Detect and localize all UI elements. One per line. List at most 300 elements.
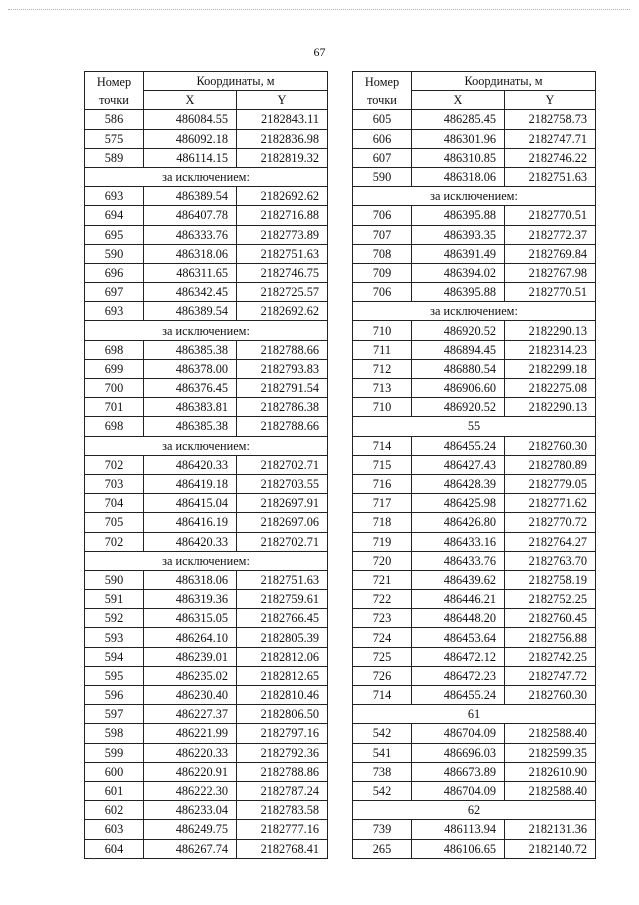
point-number-cell: 708 [353,244,412,263]
table-row [353,474,596,493]
x-coordinate-cell: 486415.04 [144,494,237,513]
table-row [85,609,328,628]
table-row [85,513,328,532]
point-number-cell: 738 [353,762,412,781]
y-coordinate-cell: 2182758.73 [505,110,596,129]
point-number-cell: 592 [85,609,144,628]
table-row [85,532,328,551]
y-coordinate-cell: 2182131.36 [505,820,596,839]
table-row [85,628,328,647]
page-number: 67 [313,45,326,59]
point-number-cell: 715 [353,455,412,474]
y-coordinate-cell: 2182763.70 [505,551,596,570]
y-coordinate-cell: 2182812.65 [237,666,328,685]
x-coordinate-cell: 486084.55 [144,110,237,129]
x-coordinate-cell: 486394.02 [412,263,505,282]
table-row [353,513,596,532]
table-row [353,455,596,474]
x-coordinate-cell: 486455.24 [412,436,505,455]
x-coordinate-cell: 486472.12 [412,647,505,666]
table-body-right [353,110,596,858]
table-row [85,647,328,666]
table-row [85,724,328,743]
x-coordinate-cell: 486378.00 [144,359,237,378]
section-row [85,167,328,186]
table-row [353,225,596,244]
y-coordinate-cell: 2182760.30 [505,436,596,455]
table-row [85,417,328,436]
x-coordinate-cell: 486446.21 [412,590,505,609]
x-coordinate-cell: 486227.37 [144,705,237,724]
y-coordinate-cell: 2182793.83 [237,359,328,378]
point-number-cell: 693 [85,302,144,321]
y-coordinate-cell: 2182692.62 [237,187,328,206]
table-row [85,379,328,398]
table-row [85,110,328,129]
table-row [85,820,328,839]
point-number-cell: 702 [85,455,144,474]
y-coordinate-cell: 2182770.72 [505,513,596,532]
section-row [353,417,596,436]
y-coordinate-cell: 2182697.91 [237,494,328,513]
y-coordinate-cell: 2182788.86 [237,762,328,781]
y-coordinate-cell: 2182770.51 [505,206,596,225]
x-coordinate-cell: 486880.54 [412,359,505,378]
table-row [85,359,328,378]
x-coordinate-cell: 486235.02 [144,666,237,685]
section-row [353,705,596,724]
y-coordinate-cell: 2182843.11 [237,110,328,129]
x-coordinate-cell: 486333.76 [144,225,237,244]
point-number-cell: 589 [85,148,144,167]
point-number-cell: 703 [85,474,144,493]
scan-speck: · [92,855,95,864]
point-number-cell: 697 [85,283,144,302]
y-coordinate-cell: 2182791.54 [237,379,328,398]
x-coordinate-cell: 486920.52 [412,398,505,417]
table-row [353,379,596,398]
y-coordinate-cell: 2182760.45 [505,609,596,628]
table-row [85,839,328,858]
point-number-cell: 693 [85,187,144,206]
point-number-cell: 710 [353,398,412,417]
table-row [85,570,328,589]
x-coordinate-cell: 486425.98 [412,494,505,513]
table-row [353,570,596,589]
table-row [85,206,328,225]
x-coordinate-cell: 486391.49 [412,244,505,263]
y-coordinate-cell: 2182768.41 [237,839,328,858]
point-number-cell: 698 [85,417,144,436]
x-coordinate-cell: 486389.54 [144,187,237,206]
table-row [353,839,596,858]
x-coordinate-cell: 486420.33 [144,532,237,551]
point-number-cell: 590 [85,570,144,589]
point-number-cell: 542 [353,781,412,800]
y-coordinate-cell: 2182703.55 [237,474,328,493]
point-number-cell: 722 [353,590,412,609]
point-number-cell: 603 [85,820,144,839]
point-number-cell: 716 [353,474,412,493]
table-row [85,129,328,148]
y-coordinate-cell: 2182759.61 [237,590,328,609]
point-number-cell: 604 [85,839,144,858]
header-coordinates: Координаты, м [412,72,596,91]
section-label: за исключением: [85,551,328,570]
x-coordinate-cell: 486385.38 [144,340,237,359]
table-row [353,244,596,263]
y-coordinate-cell: 2182746.75 [237,263,328,282]
y-coordinate-cell: 2182742.25 [505,647,596,666]
x-coordinate-cell: 486113.94 [412,820,505,839]
x-coordinate-cell: 486416.19 [144,513,237,532]
section-row [85,551,328,570]
point-number-cell: 590 [353,167,412,186]
table-row [353,762,596,781]
section-row [353,302,596,321]
x-coordinate-cell: 486239.01 [144,647,237,666]
table-row [353,110,596,129]
point-number-cell: 720 [353,551,412,570]
table-row [353,129,596,148]
section-label: 55 [353,417,596,436]
y-coordinate-cell: 2182772.37 [505,225,596,244]
y-coordinate-cell: 2182788.66 [237,340,328,359]
x-coordinate-cell: 486376.45 [144,379,237,398]
point-number-cell: 718 [353,513,412,532]
point-number-cell: 695 [85,225,144,244]
coordinates-table-right [352,71,596,859]
y-coordinate-cell: 2182812.06 [237,647,328,666]
table-row [85,686,328,705]
x-coordinate-cell: 486264.10 [144,628,237,647]
header-x: X [144,91,237,110]
table-row [85,340,328,359]
point-number-cell: 606 [353,129,412,148]
table-row [353,686,596,705]
table-row [353,148,596,167]
point-number-cell: 724 [353,628,412,647]
table-row [353,436,596,455]
point-number-cell: 700 [85,379,144,398]
y-coordinate-cell: 2182756.88 [505,628,596,647]
y-coordinate-cell: 2182299.18 [505,359,596,378]
y-coordinate-cell: 2182716.88 [237,206,328,225]
point-number-cell: 594 [85,647,144,666]
x-coordinate-cell: 486114.15 [144,148,237,167]
point-number-cell: 706 [353,283,412,302]
x-coordinate-cell: 486393.35 [412,225,505,244]
point-number-cell: 698 [85,340,144,359]
y-coordinate-cell: 2182702.71 [237,532,328,551]
x-coordinate-cell: 486318.06 [144,570,237,589]
x-coordinate-cell: 486383.81 [144,398,237,417]
y-coordinate-cell: 2182810.46 [237,686,328,705]
y-coordinate-cell: 2182290.13 [505,398,596,417]
point-number-cell: 602 [85,801,144,820]
section-label: за исключением: [85,321,328,340]
table-row [85,781,328,800]
table-row [353,283,596,302]
x-coordinate-cell: 486222.30 [144,781,237,800]
point-number-cell: 696 [85,263,144,282]
section-row [353,801,596,820]
header-x: X [412,91,505,110]
table-row [85,705,328,724]
y-coordinate-cell: 2182766.45 [237,609,328,628]
table-row [85,187,328,206]
x-coordinate-cell: 486319.36 [144,590,237,609]
point-number-cell: 600 [85,762,144,781]
y-coordinate-cell: 2182140.72 [505,839,596,858]
point-number-cell: 590 [85,244,144,263]
x-coordinate-cell: 486318.06 [144,244,237,263]
point-number-cell: 712 [353,359,412,378]
y-coordinate-cell: 2182786.38 [237,398,328,417]
y-coordinate-cell: 2182806.50 [237,705,328,724]
table-row [353,628,596,647]
x-coordinate-cell: 486673.89 [412,762,505,781]
point-number-cell: 709 [353,263,412,282]
x-coordinate-cell: 486220.91 [144,762,237,781]
y-coordinate-cell: 2182725.57 [237,283,328,302]
table-row [353,724,596,743]
point-number-cell: 721 [353,570,412,589]
table-row [85,743,328,762]
header-point-number [85,72,144,110]
y-coordinate-cell: 2182777.16 [237,820,328,839]
x-coordinate-cell: 486420.33 [144,455,237,474]
top-scan-line [8,9,630,10]
point-number-cell: 598 [85,724,144,743]
table-row [353,340,596,359]
x-coordinate-cell: 486249.75 [144,820,237,839]
x-coordinate-cell: 486385.38 [144,417,237,436]
section-label: за исключением: [353,187,596,206]
table-row [353,321,596,340]
section-label: за исключением: [85,167,328,186]
point-number-cell: 723 [353,609,412,628]
x-coordinate-cell: 486433.16 [412,532,505,551]
table-row [85,455,328,474]
section-row [85,436,328,455]
y-coordinate-cell: 2182758.19 [505,570,596,589]
x-coordinate-cell: 486315.05 [144,609,237,628]
point-number-cell: 694 [85,206,144,225]
section-label: за исключением: [85,436,328,455]
x-coordinate-cell: 486906.60 [412,379,505,398]
table-row [85,398,328,417]
x-coordinate-cell: 486106.65 [412,839,505,858]
point-number-cell: 599 [85,743,144,762]
point-number-cell: 699 [85,359,144,378]
x-coordinate-cell: 486389.54 [144,302,237,321]
table-row [353,263,596,282]
point-number-cell: 701 [85,398,144,417]
x-coordinate-cell: 486342.45 [144,283,237,302]
point-number-cell: 706 [353,206,412,225]
y-coordinate-cell: 2182788.66 [237,417,328,436]
table-row [85,225,328,244]
point-number-cell: 713 [353,379,412,398]
point-number-cell: 542 [353,724,412,743]
x-coordinate-cell: 486301.96 [412,129,505,148]
point-number-cell: 575 [85,129,144,148]
header-coordinates: Координаты, м [144,72,328,91]
point-number-cell: 591 [85,590,144,609]
table-row [353,743,596,762]
point-number-cell: 265 [353,839,412,858]
x-coordinate-cell: 486696.03 [412,743,505,762]
point-number-cell: 719 [353,532,412,551]
y-coordinate-cell: 2182588.40 [505,781,596,800]
point-number-cell: 726 [353,666,412,685]
table-row [353,781,596,800]
y-coordinate-cell: 2182751.63 [505,167,596,186]
x-coordinate-cell: 486433.76 [412,551,505,570]
x-coordinate-cell: 486285.45 [412,110,505,129]
table-row [85,494,328,513]
table-row [353,494,596,513]
y-coordinate-cell: 2182692.62 [237,302,328,321]
x-coordinate-cell: 486092.18 [144,129,237,148]
table-row [353,532,596,551]
point-number-cell: 707 [353,225,412,244]
table-row [353,666,596,685]
x-coordinate-cell: 486267.74 [144,839,237,858]
table-row [85,263,328,282]
point-number-cell: 595 [85,666,144,685]
coordinates-table-left [84,71,328,859]
y-coordinate-cell: 2182792.36 [237,743,328,762]
point-number-cell: 541 [353,743,412,762]
header-number-line2: точки [99,92,129,107]
header-point-number [353,72,412,110]
x-coordinate-cell: 486407.78 [144,206,237,225]
point-number-cell: 717 [353,494,412,513]
table-row [85,801,328,820]
y-coordinate-cell: 2182764.27 [505,532,596,551]
table-row [85,148,328,167]
x-coordinate-cell: 486439.62 [412,570,505,589]
header-number-line1: Номер [364,74,400,89]
point-number-cell: 739 [353,820,412,839]
table-row [85,762,328,781]
y-coordinate-cell: 2182760.30 [505,686,596,705]
point-number-cell: 702 [85,532,144,551]
table-row [85,302,328,321]
section-row [85,321,328,340]
y-coordinate-cell: 2182275.08 [505,379,596,398]
point-number-cell: 704 [85,494,144,513]
y-coordinate-cell: 2182746.22 [505,148,596,167]
x-coordinate-cell: 486311.65 [144,263,237,282]
x-coordinate-cell: 486448.20 [412,609,505,628]
point-number-cell: 607 [353,148,412,167]
table-body-left [85,110,328,858]
y-coordinate-cell: 2182779.05 [505,474,596,493]
x-coordinate-cell: 486419.18 [144,474,237,493]
point-number-cell: 586 [85,110,144,129]
x-coordinate-cell: 486472.23 [412,666,505,685]
x-coordinate-cell: 486426.80 [412,513,505,532]
point-number-cell: 593 [85,628,144,647]
table-row [353,609,596,628]
y-coordinate-cell: 2182751.63 [237,244,328,263]
section-label: 61 [353,705,596,724]
y-coordinate-cell: 2182702.71 [237,455,328,474]
y-coordinate-cell: 2182769.84 [505,244,596,263]
point-number-cell: 714 [353,686,412,705]
table-row [353,551,596,570]
y-coordinate-cell: 2182610.90 [505,762,596,781]
x-coordinate-cell: 486310.85 [412,148,505,167]
table-row [85,244,328,263]
point-number-cell: 711 [353,340,412,359]
table-row [85,666,328,685]
header-number-line1: Номер [96,74,132,89]
y-coordinate-cell: 2182314.23 [505,340,596,359]
y-coordinate-cell: 2182771.62 [505,494,596,513]
y-coordinate-cell: 2182787.24 [237,781,328,800]
header-y: Y [505,91,596,110]
table-row [353,820,596,839]
section-label: за исключением: [353,302,596,321]
y-coordinate-cell: 2182767.98 [505,263,596,282]
table-row [353,590,596,609]
point-number-cell: 714 [353,436,412,455]
y-coordinate-cell: 2182588.40 [505,724,596,743]
x-coordinate-cell: 486230.40 [144,686,237,705]
x-coordinate-cell: 486453.64 [412,628,505,647]
x-coordinate-cell: 486704.09 [412,781,505,800]
y-coordinate-cell: 2182747.72 [505,666,596,685]
x-coordinate-cell: 486894.45 [412,340,505,359]
header-y: Y [237,91,328,110]
section-label: 62 [353,801,596,820]
header-number-line2: точки [367,92,397,107]
y-coordinate-cell: 2182747.71 [505,129,596,148]
y-coordinate-cell: 2182752.25 [505,590,596,609]
y-coordinate-cell: 2182780.89 [505,455,596,474]
x-coordinate-cell: 486395.88 [412,206,505,225]
section-row [353,187,596,206]
y-coordinate-cell: 2182805.39 [237,628,328,647]
y-coordinate-cell: 2182697.06 [237,513,328,532]
y-coordinate-cell: 2182290.13 [505,321,596,340]
table-row [353,398,596,417]
point-number-cell: 596 [85,686,144,705]
x-coordinate-cell: 486395.88 [412,283,505,302]
y-coordinate-cell: 2182770.51 [505,283,596,302]
x-coordinate-cell: 486233.04 [144,801,237,820]
y-coordinate-cell: 2182599.35 [505,743,596,762]
x-coordinate-cell: 486427.43 [412,455,505,474]
y-coordinate-cell: 2182773.89 [237,225,328,244]
x-coordinate-cell: 486318.06 [412,167,505,186]
point-number-cell: 605 [353,110,412,129]
table-row [85,590,328,609]
point-number-cell: 705 [85,513,144,532]
y-coordinate-cell: 2182751.63 [237,570,328,589]
y-coordinate-cell: 2182783.58 [237,801,328,820]
x-coordinate-cell: 486920.52 [412,321,505,340]
x-coordinate-cell: 486704.09 [412,724,505,743]
table-row [85,474,328,493]
x-coordinate-cell: 486221.99 [144,724,237,743]
y-coordinate-cell: 2182819.32 [237,148,328,167]
table-row [353,359,596,378]
